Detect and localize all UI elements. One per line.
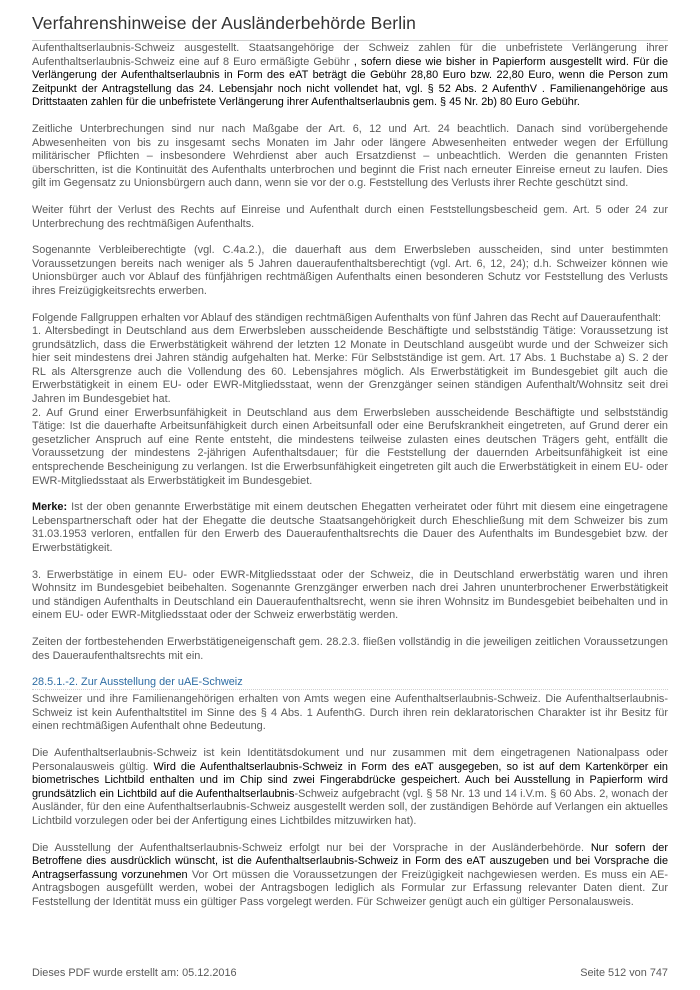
merke-label: Merke: bbox=[32, 501, 68, 514]
paragraph-fortbestehende-zeiten: Zeiten der fortbestehenden Erwerbstätigeneigenschaft gem. 28.2.3. fließen vollständig in die jeweiligen zeitlichen Voraussetzungen des Daueraufenthaltsrechts mit ein. bbox=[32, 635, 668, 662]
document-body bbox=[32, 42, 668, 922]
footer-created-date: Dieses PDF wurde erstellt am: 05.12.2016 bbox=[32, 967, 237, 979]
paragraph-interruptions: Zeitliche Unterbrechungen sind nur nach Maßgabe der Art. 6, 12 und Art. 24 beachtlich. Danach sind vorübergehende Abwesenheiten von bis zu insgesamt sechs Monaten im Jahr oder längere Abwesenheiten entweder wegen der Erfüllung militärischer Pflichten – insbesondere Wehrdienst aber auch Ersatzdienst – unbeachtlich. Werden die genannten Fristen überschritten, ist die Kontinuität des Aufenthalts unterbrochen und beginnt die Frist nach erneuter Einreise erneut zu laufen. Dies gilt im Gegensatz zu Unionsbürgern auch dann, wenn sie vor der o.g. Feststellung des Verlusts ihrer Rechte geschützt sind. bbox=[32, 122, 668, 190]
paragraph-fees: Aufenthaltserlaubnis-Schweiz ausgestellt. Staatsangehörige der Schweiz zahlen für die unbefristete Verlängerung ihrer Aufenthaltserlaubnis-Schweiz eine auf 8 Euro ermäßigte Gebühr , sofern diese wie bisher in Papierform ausgestellt wird. Für die Verlängerung der Aufenthaltserlaubnis in Form des eAT beträgt die Gebühr 28,80 Euro bzw. 22,80 Euro, wenn die Person zum Zeitpunkt der Antragstellung das 24. Lebensjahr noch nicht vollendet hat, vgl. § 52 Abs. 2 AufenthV . Familienangehörige aus Drittstaaten zahlen für die unbefristete Verlängerung ihrer Aufenthaltserlaubnis gem. § 45 Nr. 2b) 80 Euro Gebühr. bbox=[32, 42, 668, 109]
paragraph-identitaetsdokument: Die Aufenthaltserlaubnis-Schweiz ist kein Identitätsdokument und nur zusammen mit dem eingetragenen Nationalpass oder Personalausweis gültig. Wird die Aufenthaltserlaubnis-Schweiz in Form des eAT ausgegeben, so ist auf dem Kartenkörper ein biometrisches Lichtbild enthalten und im Chip sind zwei Fingerabdrücke gespeichert. Auch bei Ausstellung in Papierform wird grundsätzlich ein Lichtbild auf die Aufenthaltserlaubnis-Schweiz aufgebracht (vgl. § 58 Nr. 13 und 14 i.V.m. § 60 Abs. 2, wonach der Ausländer, für den eine Aufenthaltserlaubnis-Schweiz ausgestellt werden soll, der zuständigen Behörde auf Verlangen ein aktuelles Lichtbild vorzulegen oder bei der Anfertigung eines Lichtbildes mitzuwirken hat). bbox=[32, 746, 668, 827]
paragraph-grenzgaenger: 3. Erwerbstätige in einem EU- oder EWR-Mitgliedsstaat oder der Schweiz, die in Deutschland erwerbstätig waren und ihren Wohnsitz im Bundesgebiet beibehalten. Sogenannte Grenzgänger erwerben nach drei Jahren ununterbrochener Erwerbstätigkeit und ständigen Aufenthalts in Deutschland ein Daueraufenthaltsrecht, wenn sie ihren Wohnsitz im Bundesgebiet beibehalten und in einem EU- oder EWR-Mitgliedsstaat oder der Schweiz erwerbstätig werden. bbox=[32, 568, 668, 622]
page-title: Verfahrenshinweise der Ausländerbehörde Berlin bbox=[32, 13, 668, 41]
paragraph-loss-of-right: Weiter führt der Verlust des Rechts auf Einreise und Aufenthalt durch einen Feststellungsbescheid gem. Art. 5 oder 24 zur Unterbrechung des rechtmäßigen Aufenthalts. bbox=[32, 203, 668, 230]
paragraph-fallgruppen: Folgende Fallgruppen erhalten vor Ablauf des ständigen rechtmäßigen Aufenthalts von fünf Jahren das Recht auf Daueraufenthalt: 1. Altersbedingt in Deutschland aus dem Erwerbsleben ausscheidende Beschäftigte und selbstständig Tätige: Voraussetzung ist grundsätzlich, dass die Erwerbstätigkeit während der letzten 12 Monate in Deutschland ausgeübt wurde und der Schweizer sich hier seit mindestens drei Jahren ständig aufgehalten hat. Merke: Für Selbstständige ist gem. Art. 17 Abs. 1 Buchstabe a) S. 2 der RL als Altersgrenze auch die Vollendung des 60. Lebensjahres möglich. Als Erwerbstätigkeit im Bundesgebiet gilt auch die Erwerbstätigkeit in einem EU- oder EWR-Mitgliedsstaat, wenn der Grenzgänger seinen ständigen Aufenthalt/Wohnsitz seit drei Jahren im Bundesgebiet hat. 2. Auf Grund einer Erwerbsunfähigkeit in Deutschland aus dem Erwerbsleben ausscheidende Beschäftigte und selbstständig Tätige: Ist die dauerhafte Arbeitsunfähigkeit durch einen Arbeitsunfall oder eine Berufskrankheit eingetreten, auf Grund derer ein gesetzlicher Anspruch auf eine Rente entsteht, die mindestens teilweise zulasten eines deutschen Trägers geht, entfällt die Voraussetzung der mindestens 2-jährigen Aufenthaltsdauer; für die Feststellung der dauernden Arbeitsunfähigkeit ist eine entsprechende Bescheinigung zu verlangen. Ist die Erwerbsunfähigkeit eingetreten gilt auch die Erwerbstätigkeit in einem EU- oder EWR-Mitgliedsstaat als Erwerbstätigkeit im Bundesgebiet. bbox=[32, 311, 668, 487]
paragraph-vorsprache: Die Ausstellung der Aufenthaltserlaubnis-Schweiz erfolgt nur bei der Vorsprache in der Ausländerbehörde. Nur sofern der Betroffene dies ausdrücklich wünscht, ist die Aufenthaltserlaubnis-Schweiz in Form des eAT auszugeben und bei Vorsprache die Antragserfassung vorzunehmen Vor Ort müssen die Voraussetzungen der Freizügigkeit nachgewiesen werden. Es muss ein AE-Antragsbogen ausgefüllt werden, wobei der Antragsbogen lediglich als Formular zur Erfassung relevanter Daten dient. Zur Feststellung der Identität muss ein gültiger Pass vorgelegt werden. Für Schweizer genügt auch ein gültiger Personalausweis. bbox=[32, 841, 668, 908]
paragraph-verbleibeberechtigte: Sogenannte Verbleiberechtigte (vgl. C.4a.2.), die dauerhaft aus dem Erwerbsleben ausscheiden, sind unter bestimmten Voraussetzungen bereits nach weniger als 5 Jahren daueraufenthaltsberechtigt (vgl. Art. 6, 12, 24); d.h. Schweizer können wie Unionsbürger auch vor Ablauf des fünfjährigen rechtmäßigen Aufenthalts einen besonderen Schutz vor Feststellung des Verlusts ihres Freizügigkeitsrechts erwerben. bbox=[32, 244, 668, 297]
paragraph-ausstellung: Schweizer und ihre Familienangehörigen erhalten von Amts wegen eine Aufenthaltserlaubnis-Schweiz. Die Aufenthaltserlaubnis-Schweiz ist kein Aufenthaltstitel im Sinne des § 4 Abs. 1 AufenthG. Durch ihren rein deklaratorischen Charakter ist ihr Besitz für einen rechtmäßigen Aufenthalt ohne Bedeutung. bbox=[32, 693, 668, 733]
footer-page-number: Seite 512 von 747 bbox=[580, 967, 668, 979]
paragraph-merke: Merke: Ist der oben genannte Erwerbstätige mit einem deutschen Ehegatten verheiratet oder führt mit diesem eine eingetragene Lebenspartnerschaft oder hat der Ehegatte die deutsche Staatsangehörigkeit durch Eheschließung mit dem Schweizer bis zum 31.03.1953 verloren, entfallen für den Erwerb des Daueraufenthaltsrechts die Dauer des Aufenthalts im Bundesgebiet bzw. der Erwerbstätigkeit. bbox=[32, 501, 668, 554]
page-footer bbox=[32, 967, 668, 979]
fallgruppe-1: 1. Altersbedingt in Deutschland aus dem Erwerbsleben ausscheidende Beschäftigte und selbstständig Tätige: Voraussetzung ist grundsätzlich, dass die Erwerbstätigkeit während der letzten 12 Monate in Deutschland ausgeübt wurde und der Schweizer sich hier seit mindestens drei Jahren ständig aufgehalten hat. Merke: Für Selbstständige ist gem. Art. 17 Abs. 1 Buchstabe a) S. 2 der RL als Altersgrenze auch die Vollendung des 60. Lebensjahres möglich. Als Erwerbstätigkeit im Bundesgebiet gilt auch die Erwerbstätigkeit in einem EU- oder EWR-Mitgliedsstaat, wenn der Grenzgänger seinen ständigen Aufenthalt/Wohnsitz seit drei Jahren im Bundesgebiet hat. bbox=[32, 325, 668, 406]
section-heading: 28.5.1.-2. Zur Ausstellung der uAE-Schweiz bbox=[32, 676, 668, 690]
fallgruppe-2: 2. Auf Grund einer Erwerbsunfähigkeit in Deutschland aus dem Erwerbsleben ausscheidende Beschäftigte und selbstständig Tätige: Ist die dauerhafte Arbeitsunfähigkeit durch einen Arbeitsunfall oder eine Berufskrankheit eingetreten, auf Grund derer ein gesetzlicher Anspruch auf eine Rente entsteht, die mindestens teilweise zulasten eines deutschen Trägers geht, entfällt die Voraussetzung der mindestens 2-jährigen Aufenthaltsdauer; für die Feststellung der dauernden Arbeitsunfähigkeit ist eine entsprechende Bescheinigung zu verlangen. Ist die Erwerbsunfähigkeit eingetreten gilt auch die Erwerbstätigkeit in einem EU- oder EWR-Mitgliedsstaat als Erwerbstätigkeit im Bundesgebiet. bbox=[32, 406, 668, 487]
